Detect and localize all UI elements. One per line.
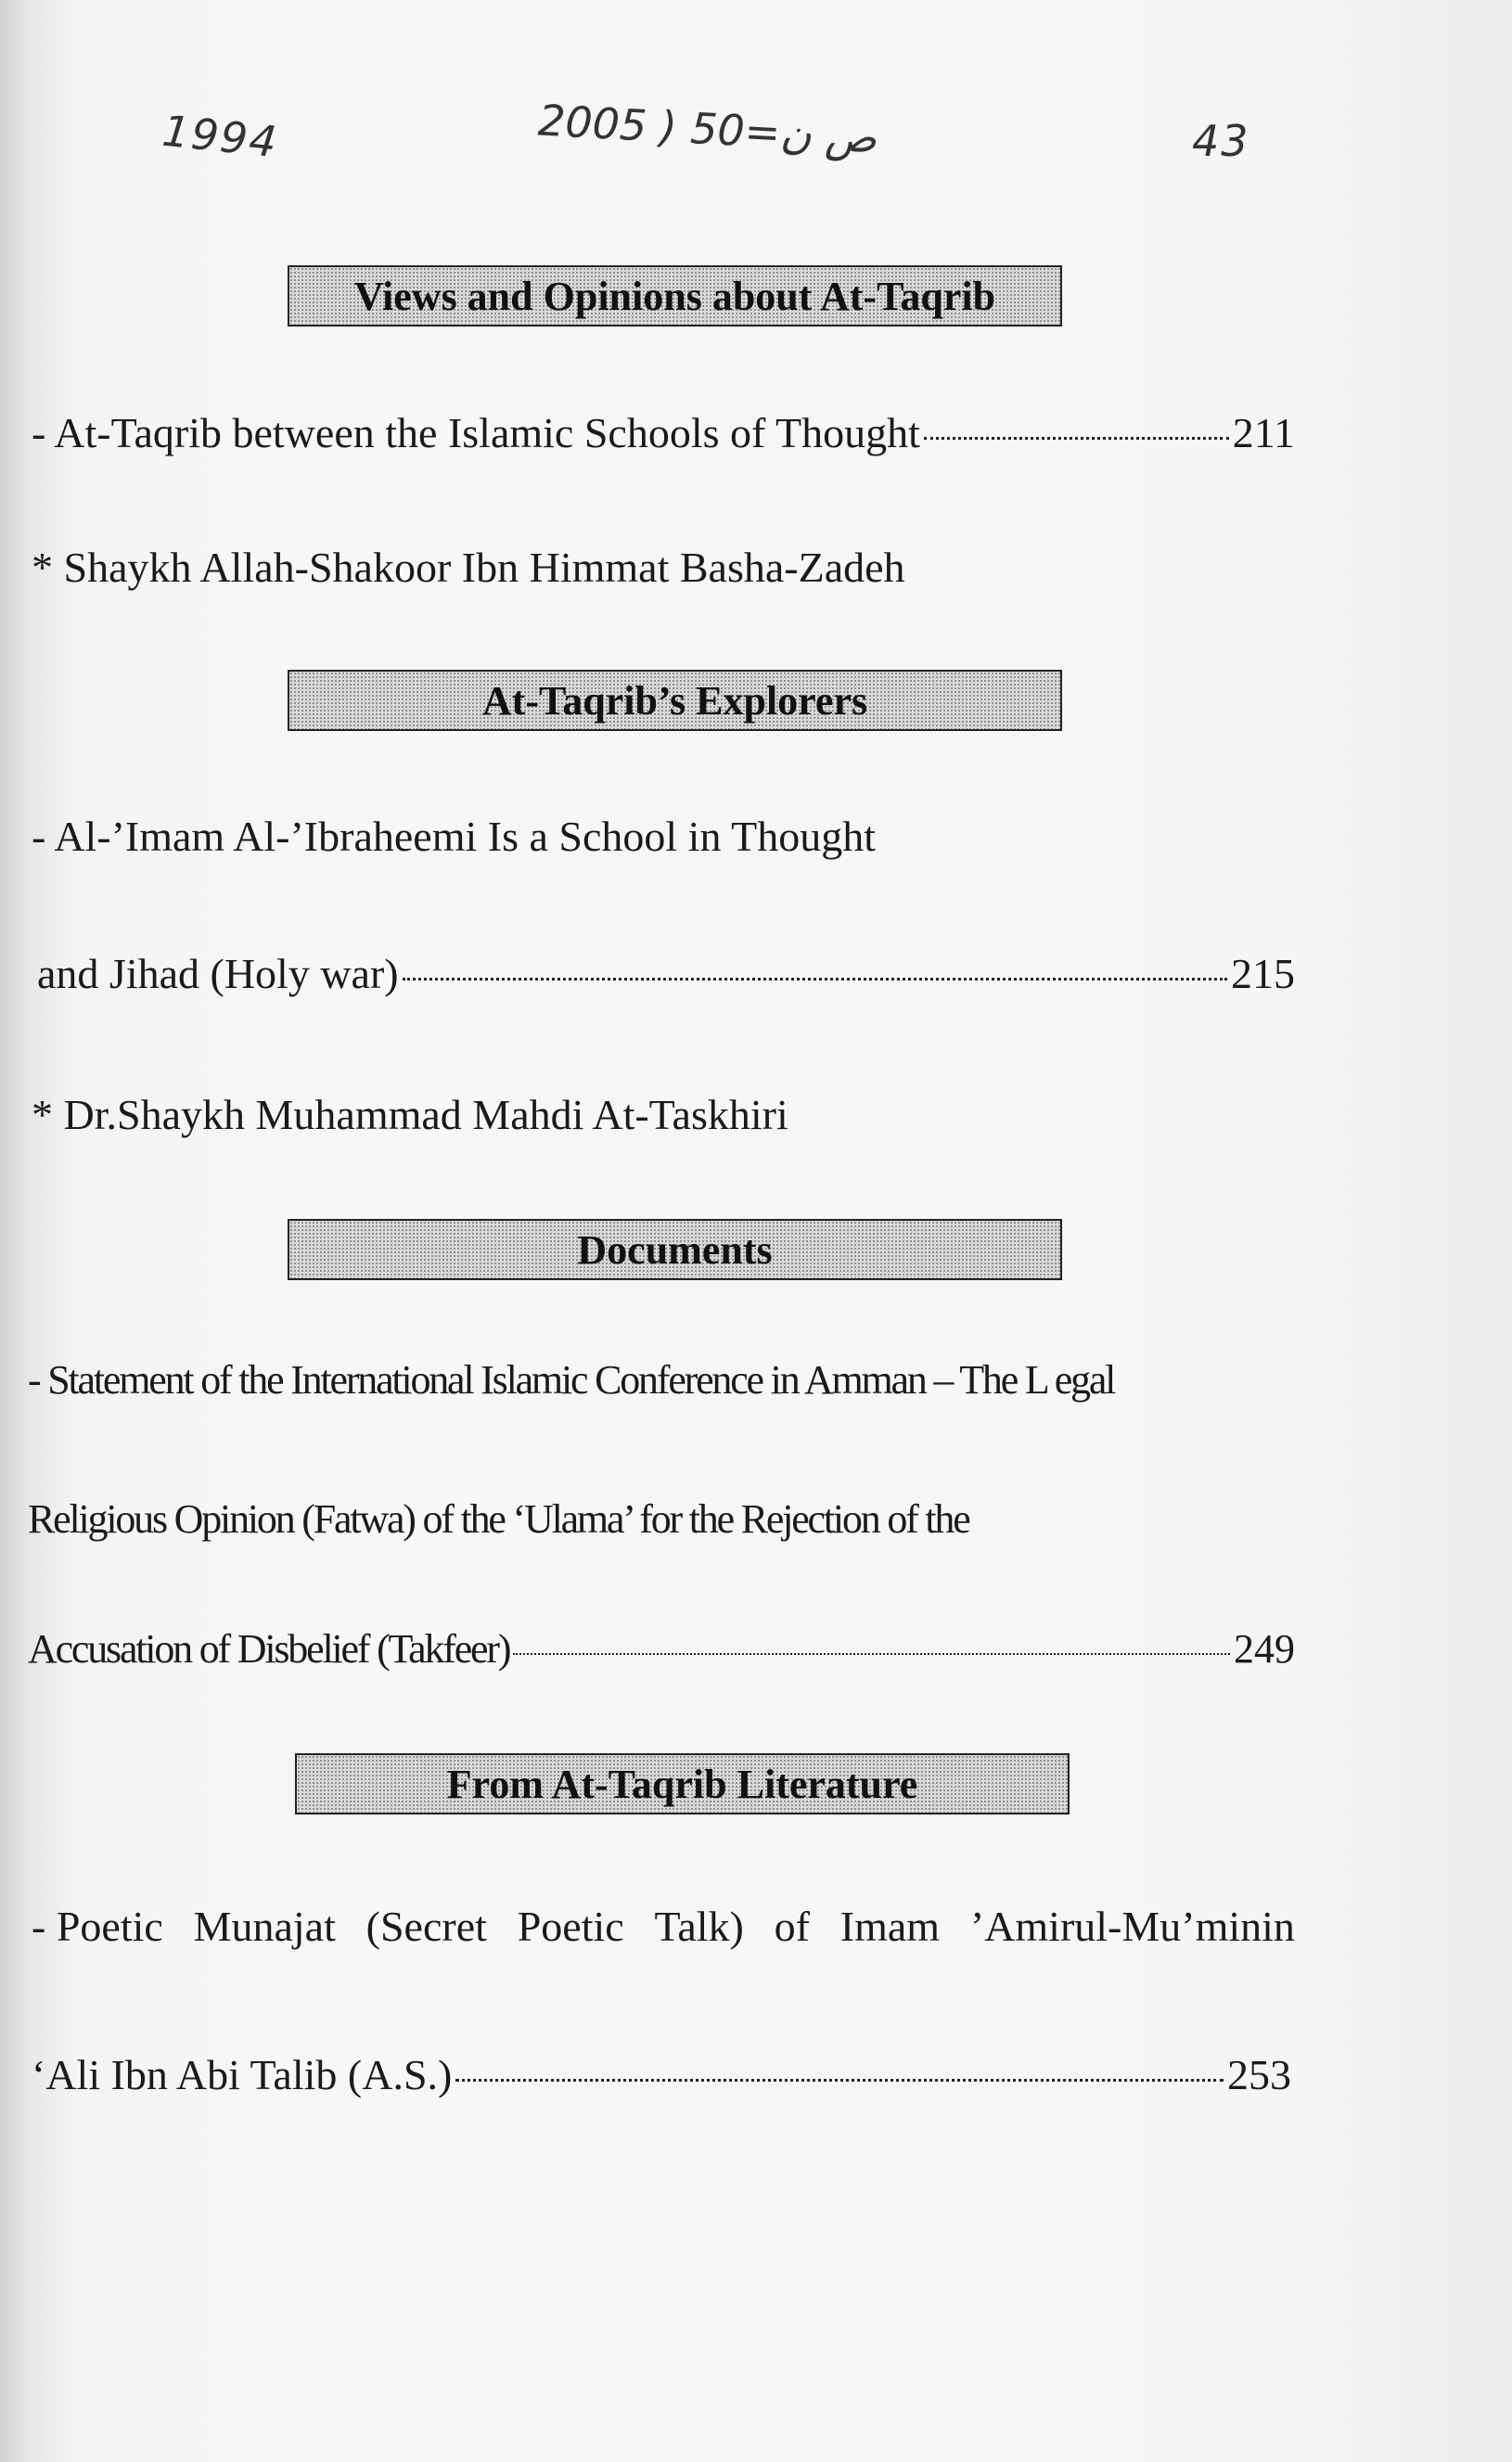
entry-author: * Dr.Shaykh Muhammad Mahdi At-Taskhiri [32, 1091, 788, 1138]
dot-leader [455, 2079, 1224, 2082]
section-header-explorers: At-Taqrib’s Explorers [288, 670, 1062, 731]
dot-leader [924, 437, 1229, 440]
title-word: ’Amirul-Mu’minin [969, 1903, 1295, 1950]
toc-entry[interactable] [32, 408, 1295, 457]
handwritten-note-number: 43 [1192, 116, 1250, 166]
title-word: Talk) [654, 1903, 744, 1950]
entry-title-line: - Al-’Imam Al-’Ibraheemi Is a School in Thought [32, 813, 877, 860]
page-number: 249 [1234, 1626, 1295, 1672]
title-word: - Poetic [32, 1903, 163, 1950]
toc-entry[interactable] [37, 949, 1295, 998]
section-header-documents: Documents [288, 1219, 1062, 1280]
dot-leader [403, 978, 1227, 981]
dot-leader [513, 1653, 1230, 1655]
title-word: Imam [839, 1903, 941, 1950]
entry-title-line [32, 1902, 1295, 1951]
page-number: 253 [1227, 2051, 1291, 2098]
handwritten-note-range: 2005 ) ص ن=50 [536, 95, 878, 163]
title-word: Munajat [193, 1903, 336, 1950]
page-number: 215 [1231, 950, 1295, 997]
entry-title: Accusation of Disbelief (Takfeer) [28, 1626, 510, 1672]
section-header-views-and-opinions: Views and Opinions about At-Taqrib [288, 265, 1062, 327]
entry-title: ‘Ali Ibn Abi Talib (A.S.) [32, 2051, 453, 2098]
entry-title-line: - Statement of the International Islamic Conference in Amman – The L egal [28, 1357, 1115, 1403]
toc-entry[interactable] [28, 1625, 1295, 1673]
entry-title: - At-Taqrib between the Islamic Schools of Thought [32, 409, 920, 456]
title-word: Poetic [517, 1903, 624, 1950]
entry-author: * Shaykh Allah-Shakoor Ibn Himmat Basha-Zadeh [32, 544, 905, 591]
section-header-literature: From At-Taqrib Literature [295, 1753, 1070, 1814]
title-word: of [774, 1903, 810, 1950]
title-word: (Secret [365, 1903, 487, 1950]
entry-title-line: Religious Opinion (Fatwa) of the ‘Ulama’ for the Rejection of the [28, 1496, 969, 1542]
toc-entry[interactable] [32, 2050, 1291, 2099]
entry-title: and Jihad (Holy war) [37, 950, 399, 997]
page-number: 211 [1232, 409, 1295, 456]
handwritten-note-year: 1994 [160, 105, 281, 168]
